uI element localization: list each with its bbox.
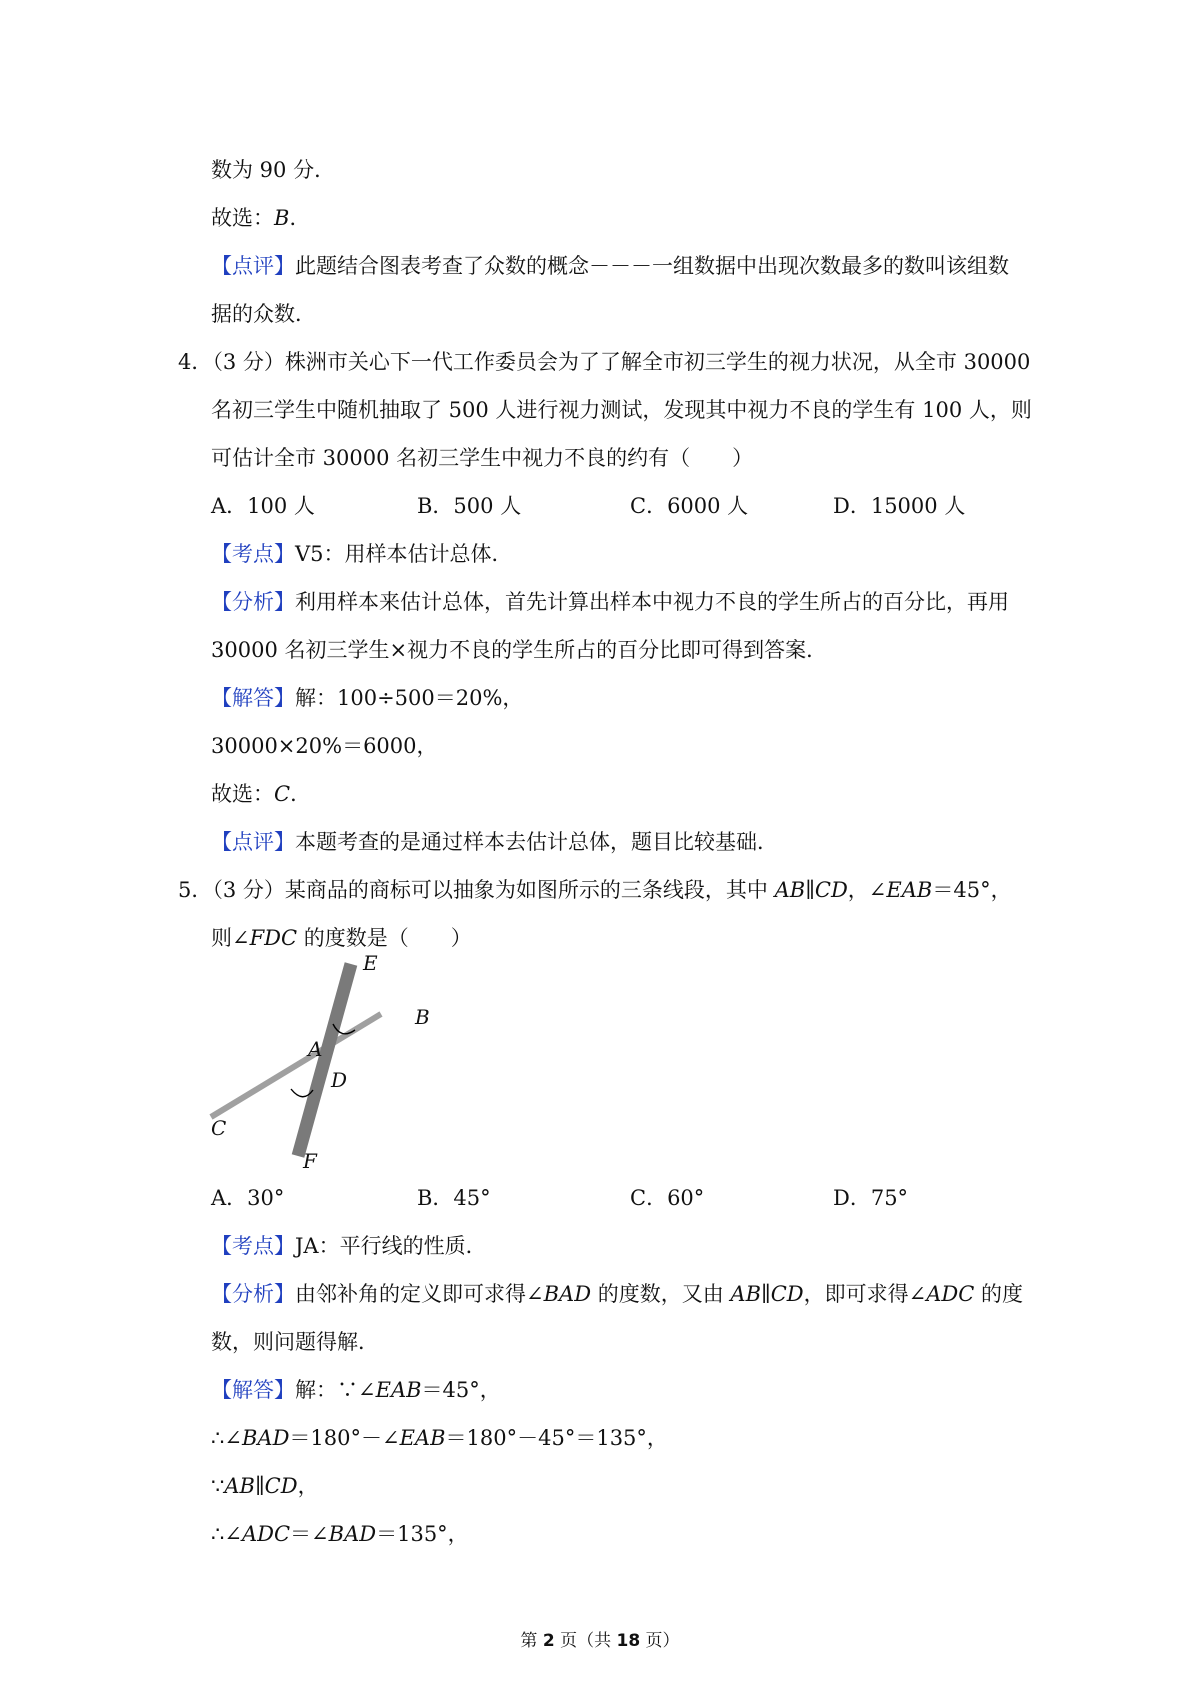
label-a: A (308, 1037, 323, 1061)
jieda-line (211, 683, 523, 713)
option-b: B．500 人 (417, 494, 522, 518)
math-bad: BAD (543, 1282, 592, 1306)
comment-tag: 【点评】 (211, 254, 295, 278)
comment-line-2: 据的众数． (211, 302, 316, 326)
pingjia-text: 本题考查的是通过样本去估计总体，题目比较基础． (295, 830, 778, 854)
label-e: E (363, 952, 378, 975)
fenxi-line (211, 1279, 1023, 1309)
math-eab: EAB (375, 1378, 422, 1402)
jieda-line-3 (211, 779, 311, 809)
fenxi-tag: 【分析】 (211, 1282, 295, 1306)
jieda-line (211, 1375, 501, 1405)
fenxi-text: 由邻补角的定义即可求得∠ (295, 1282, 544, 1306)
answer-letter: B (274, 206, 290, 230)
question-text: 则∠ (211, 926, 250, 950)
pingjia-tag: 【点评】 (211, 830, 295, 854)
comma: ， (297, 1474, 319, 1498)
fenxi-line-2: 30000 名初三学生×视力不良的学生所占的百分比即可得到答案． (211, 638, 828, 662)
kaodian-line (211, 1231, 487, 1261)
question-text-2: ，∠ (847, 878, 887, 902)
kaodian-tag: 【考点】 (211, 1234, 295, 1258)
pingjia-line (211, 827, 778, 857)
answer-suffix: ． (290, 782, 312, 806)
math-adc: ADC (241, 1522, 291, 1546)
math-fdc: FDC (249, 926, 298, 950)
math-adc: ADC (926, 1282, 975, 1306)
equation-text: ＝135°， (376, 1522, 469, 1546)
answer-prefix: 故选： (211, 206, 274, 230)
geometry-figure (203, 952, 443, 1170)
math-bad: BAD (241, 1426, 290, 1450)
math-ab-cd: AB∥CD (774, 878, 848, 902)
option-c: C．6000 人 (630, 494, 749, 518)
jieda-line-3 (211, 1471, 319, 1501)
jieda-text: 解：∵∠ (295, 1378, 376, 1402)
fenxi-line (211, 587, 1009, 617)
question-4-line-2: 名初三学生中随机抽取了 500 人进行视力测试，发现其中视力不良的学生有 100 人，则 (211, 398, 1032, 422)
answer-line (211, 203, 310, 233)
question-5-line-1 (178, 875, 1012, 905)
option-b: B．45° (417, 1186, 491, 1210)
segment-cb (211, 1014, 381, 1117)
label-b: B (415, 1005, 430, 1029)
option-d: D．15000 人 (833, 494, 966, 518)
label-d: D (331, 1068, 348, 1092)
fenxi-tag: 【分析】 (211, 590, 295, 614)
math-eab: EAB (886, 878, 933, 902)
fenxi-text: 利用样本来估计总体，首先计算出样本中视力不良的学生所占的百分比，再用 (295, 590, 1009, 614)
kaodian-text: JA：平行线的性质． (295, 1234, 487, 1258)
fenxi-line-2: 数，则问题得解． (211, 1330, 379, 1354)
therefore-text: ∴∠ (211, 1426, 242, 1450)
therefore-text: ∴∠ (211, 1522, 242, 1546)
text-line: 数为 90 分． (211, 158, 336, 182)
kaodian-text: V5：用样本估计总体． (295, 542, 513, 566)
fenxi-text-2: 的度数，又由 (591, 1282, 731, 1306)
page-number: 2 (542, 1631, 555, 1651)
jieda-text: 解：100÷500＝20%， (295, 686, 524, 710)
comment-text: 此题结合图表考查了众数的概念－－－一组数据中出现次数最多的数叫该组数 (295, 254, 1009, 278)
question-4-line-1 (178, 347, 1030, 377)
kaodian-line (211, 539, 513, 569)
question-text: （3 分）某商品的商标可以抽象为如图所示的三条线段，其中 (212, 878, 775, 902)
question-5-line-2 (211, 923, 472, 953)
footer-middle: 页（共 (554, 1631, 617, 1651)
equation-text-2: ＝180°－45°＝135°， (445, 1426, 668, 1450)
option-a: A．30° (211, 1186, 285, 1210)
total-pages: 18 (616, 1631, 641, 1651)
question-text-3: ＝45°， (932, 878, 1012, 902)
question-number: 5． (178, 878, 213, 902)
because-symbol: ∵ (211, 1474, 225, 1498)
kaodian-tag: 【考点】 (211, 542, 295, 566)
question-number: 4． (178, 350, 213, 374)
jieda-line-2 (211, 1423, 668, 1453)
footer-suffix: 页） (640, 1631, 680, 1651)
answer-suffix: ． (289, 206, 311, 230)
jieda-tag: 【解答】 (211, 686, 295, 710)
answer-letter: C (274, 782, 291, 806)
math-ab-cd: AB∥CD (224, 1474, 298, 1498)
jieda-line-2: 30000×20%＝6000， (211, 734, 438, 758)
math-bad: BAD (328, 1522, 377, 1546)
jieda-tag: 【解答】 (211, 1378, 295, 1402)
question-text-2: 的度数是（ ） (297, 926, 472, 950)
answer-prefix: 故选： (211, 782, 274, 806)
option-a: A．100 人 (211, 494, 315, 518)
equals-angle: ＝∠ (290, 1522, 329, 1546)
fenxi-text-4: 的度 (974, 1282, 1023, 1306)
jieda-line-4 (211, 1519, 469, 1549)
jieda-text-2: ＝45°， (421, 1378, 501, 1402)
fenxi-text-3: ，即可求得∠ (803, 1282, 927, 1306)
question-text: （3 分）株洲市关心下一代工作委员会为了了解全市初三学生的视力状况，从全市 30000 (212, 350, 1031, 374)
math-ab-cd: AB∥CD (730, 1282, 804, 1306)
question-4-line-3: 可估计全市 30000 名初三学生中视力不良的约有（ ） (211, 446, 754, 470)
label-c: C (211, 1116, 227, 1140)
option-d: D．75° (833, 1186, 909, 1210)
equation-text: ＝180°－∠ (289, 1426, 400, 1450)
option-c: C．60° (630, 1186, 705, 1210)
label-f: F (303, 1149, 317, 1170)
math-eab: EAB (399, 1426, 446, 1450)
comment-line (211, 251, 1009, 281)
footer-prefix: 第 (520, 1631, 543, 1651)
page-footer (0, 1626, 1200, 1651)
